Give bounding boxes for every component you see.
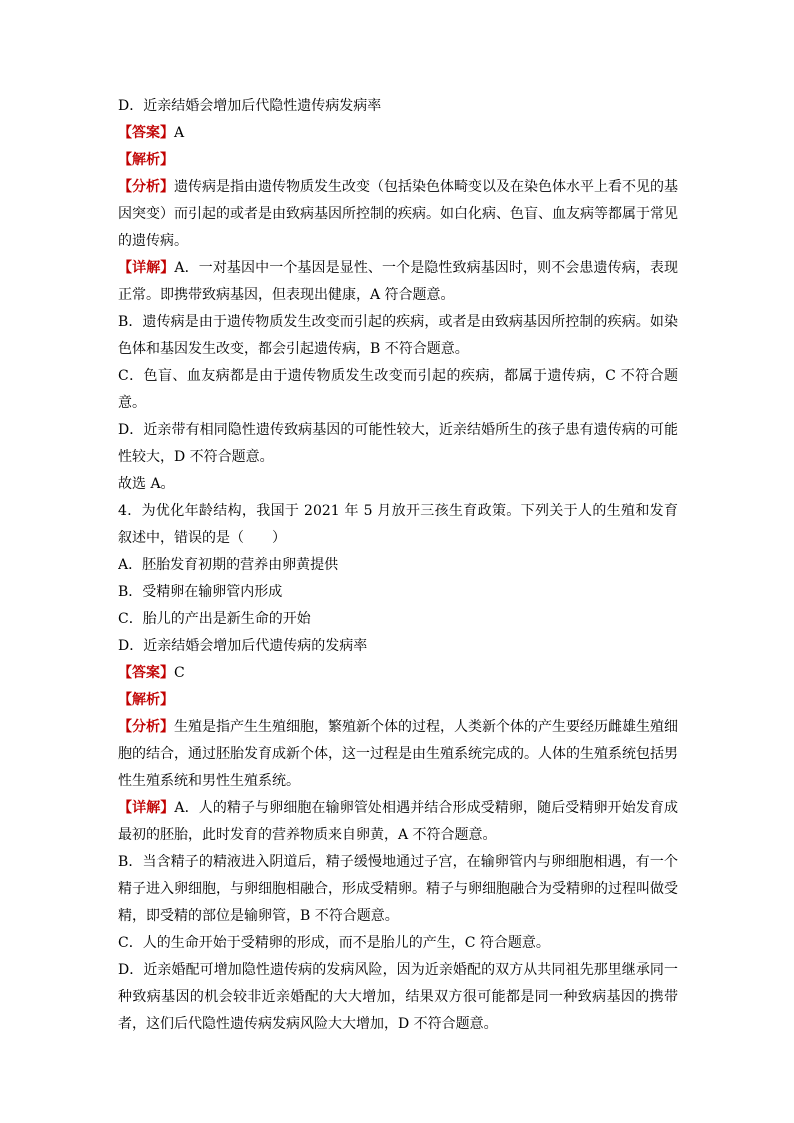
xiangjie-tag: 【详解】 bbox=[118, 260, 175, 276]
q4-option-d: D．近亲结婚会增加后代遗传病的发病率 bbox=[118, 638, 368, 654]
analysis-tag: 【解析】 bbox=[118, 692, 174, 708]
prev-analysis-heading bbox=[118, 147, 678, 174]
document-page bbox=[118, 93, 678, 1038]
prev-xiangjie-b: B．遗传病是由于遗传物质发生改变而引起的疾病，或者是由致病基因所控制的疾病。如染色体和基因发生改变，都会引起遗传病，B 不符合题意。 bbox=[118, 314, 678, 357]
fenxi-text: 遗传病是指由遗传物质发生改变（包括染色体畸变以及在染色体水平上看不见的基因突变）而引起的或者是由致病基因所控制的疾病。如白化病、色盲、血友病等都属于常见的遗传病。 bbox=[118, 179, 678, 249]
xiangjie-a-text: A．人的精子与卵细胞在输卵管处相遇并结合形成受精卵，随后受精卵开始发育成最初的胚胎，此时发育的营养物质来自卵黄，A 不符合题意。 bbox=[118, 800, 679, 843]
prev-xiangjie-d: D．近亲带有相同隐性遗传致病基因的可能性较大，近亲结婚所生的孩子患有遗传病的可能性较大，D 不符合题意。 bbox=[118, 422, 678, 465]
q4-xiangjie-a bbox=[118, 795, 678, 849]
answer-value: C bbox=[174, 665, 185, 681]
answer-tag: 【答案】 bbox=[118, 665, 174, 681]
prev-xiangjie-a bbox=[118, 255, 678, 309]
q4-answer-line bbox=[118, 660, 678, 687]
xiangjie-a-text: A．一对基因中一个基因是显性、一个是隐性致病基因时，则不会患遗传病，表现正常。即携带致病基因，但表现出健康，A 符合题意。 bbox=[118, 260, 679, 303]
q4-option-c: C．胎儿的产出是新生命的开始 bbox=[118, 611, 311, 627]
prev-conclusion: 故选 A。 bbox=[118, 476, 175, 492]
q4-xiangjie-b: B．当含精子的精液进入阴道后，精子缓慢地通过子宫，在输卵管内与卵细胞相遇，有一个精子进入卵细胞，与卵细胞相融合，形成受精卵。精子与卵细胞融合为受精卵的过程叫做受精，即受精的部位是输卵管，B 不符合题意。 bbox=[118, 854, 678, 924]
question-4-stem: 4．为优化年龄结构，我国于 2021 年 5 月放开三孩生育政策。下列关于人的生殖和发育叙述中，错误的是（ ） bbox=[118, 503, 678, 546]
q4-option-a: A．胚胎发育初期的营养由卵黄提供 bbox=[118, 557, 339, 573]
prev-xiangjie-c: C．色盲、血友病都是由于遗传物质发生改变而引起的疾病，都属于遗传病，C 不符合题意。 bbox=[118, 368, 678, 411]
xiangjie-tag: 【详解】 bbox=[118, 800, 175, 816]
answer-tag: 【答案】 bbox=[118, 125, 174, 141]
fenxi-tag: 【分析】 bbox=[118, 179, 174, 195]
answer-value: A bbox=[174, 125, 185, 141]
analysis-tag: 【解析】 bbox=[118, 152, 174, 168]
fenxi-tag: 【分析】 bbox=[118, 719, 174, 735]
q4-fenxi-paragraph bbox=[118, 714, 678, 795]
prev-option-d: D．近亲结婚会增加后代隐性遗传病发病率 bbox=[118, 98, 382, 114]
q4-xiangjie-c: C．人的生命开始于受精卵的形成，而不是胎儿的产生，C 符合题意。 bbox=[118, 935, 550, 951]
q4-option-b: B．受精卵在输卵管内形成 bbox=[118, 584, 283, 600]
q4-analysis-heading bbox=[118, 687, 678, 714]
prev-answer-line bbox=[118, 120, 678, 147]
q4-xiangjie-d: D．近亲婚配可增加隐性遗传病的发病风险，因为近亲婚配的双方从共同祖先那里继承同一种致病基因的机会较非近亲婚配的大大增加，结果双方很可能都是同一种致病基因的携带者，这们后代隐性遗传病发病风险大大增加，D 不符合题意。 bbox=[118, 962, 678, 1032]
fenxi-text: 生殖是指产生生殖细胞，繁殖新个体的过程，人类新个体的产生要经历雌雄生殖细胞的结合，通过胚胎发育成新个体，这一过程是由生殖系统完成的。人体的生殖系统包括男性生殖系统和男性生殖系统。 bbox=[118, 719, 678, 789]
prev-fenxi-paragraph bbox=[118, 174, 678, 255]
